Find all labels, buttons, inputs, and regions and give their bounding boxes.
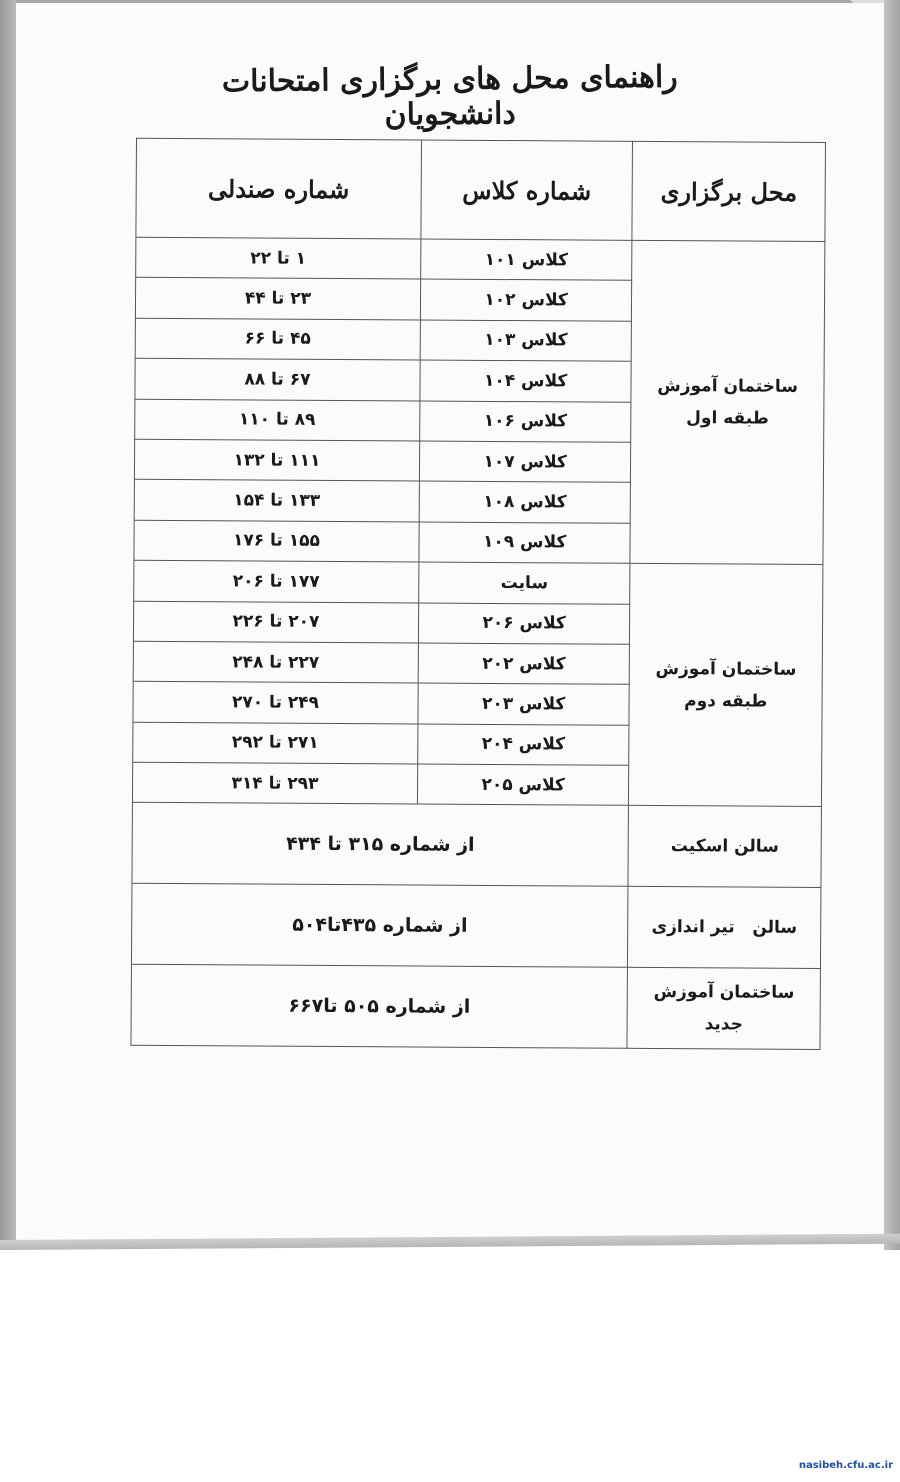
table-header-row: [136, 138, 826, 241]
table-row: [134, 560, 823, 605]
seat-range-cell: از شماره ۵۰۵ تا۶۶۷: [131, 965, 628, 1049]
class-cell: کلاس ۱۰۷: [419, 441, 631, 483]
header-seat-number: شماره صندلی: [136, 138, 421, 239]
seat-range-cell: از شماره ۳۱۵ تا ۴۳۴: [132, 803, 629, 887]
header-class-number: شماره کلاس: [421, 140, 633, 240]
seat-range-cell: از شماره ۴۳۵تا۵۰۴: [131, 884, 628, 968]
seat-range-cell: ۲۹۳ تا ۳۱۴: [132, 762, 417, 804]
table-row-hall: [131, 965, 820, 1050]
header-place: محل برگزاری: [632, 141, 825, 241]
scan-edge-right: [884, 0, 900, 1250]
class-cell: کلاس ۱۰۶: [419, 401, 631, 443]
class-cell: کلاس ۲۰۲: [418, 643, 630, 685]
class-cell: کلاس ۱۰۸: [419, 481, 631, 523]
class-cell: کلاس ۱۰۴: [420, 360, 632, 402]
seat-range-cell: ۲۳ تا ۴۴: [135, 278, 420, 320]
table-row-hall: [132, 803, 821, 888]
class-cell: کلاس ۱۰۱: [420, 239, 632, 281]
class-cell: کلاس ۱۰۳: [420, 320, 632, 362]
seat-range-cell: ۱۱۱ تا ۱۳۲: [134, 439, 419, 481]
place-cell-second-floor: ساختمان آموزش طبقه دوم: [629, 563, 823, 807]
source-watermark: nasibeh.cfu.ac.ir: [796, 1459, 896, 1472]
table-row: [136, 237, 825, 282]
seat-range-cell: ۸۹ تا ۱۱۰: [135, 399, 420, 441]
class-cell: کلاس ۱۰۹: [419, 522, 631, 564]
scan-edge-left: [0, 0, 16, 1250]
class-cell: کلاس ۲۰۳: [418, 683, 630, 725]
place-cell-skate-hall: سالن اسکیت: [628, 806, 821, 888]
seat-range-cell: ۲۲۷ تا ۲۴۸: [133, 641, 418, 683]
seat-range-cell: ۲۷۱ تا ۲۹۲: [133, 722, 418, 764]
class-cell: کلاس ۲۰۴: [418, 724, 630, 766]
seat-range-cell: ۱ تا ۲۲: [136, 237, 421, 279]
seat-range-cell: ۲۴۹ تا ۲۷۰: [133, 682, 418, 724]
seat-range-cell: ۶۷ تا ۸۸: [135, 358, 420, 400]
document-title: راهنمای محل های برگزاری امتحانات دانشجویان: [221, 59, 678, 133]
seat-range-cell: ۱۵۵ تا ۱۷۶: [134, 520, 419, 562]
seat-range-cell: ۱۷۷ تا ۲۰۶: [134, 560, 419, 602]
class-cell: سایت: [419, 562, 631, 604]
seat-range-cell: ۴۵ تا ۶۶: [135, 318, 420, 360]
place-cell-new-building: ساختمان آموزش جدید: [627, 968, 820, 1050]
table-row-hall: [131, 884, 820, 969]
exam-locations-table: [130, 138, 826, 1051]
class-cell: کلاس ۲۰۶: [418, 603, 630, 645]
seat-range-cell: ۱۳۳ تا ۱۵۴: [134, 480, 419, 522]
seat-range-cell: ۲۰۷ تا ۲۲۶: [133, 601, 418, 643]
class-cell: کلاس ۲۰۵: [417, 764, 629, 806]
class-cell: کلاس ۱۰۲: [420, 279, 632, 321]
place-cell-first-floor: ساختمان آموزش طبقه اول: [630, 240, 825, 564]
place-cell-shooting-hall: سالن تیر اندازی: [628, 887, 821, 969]
